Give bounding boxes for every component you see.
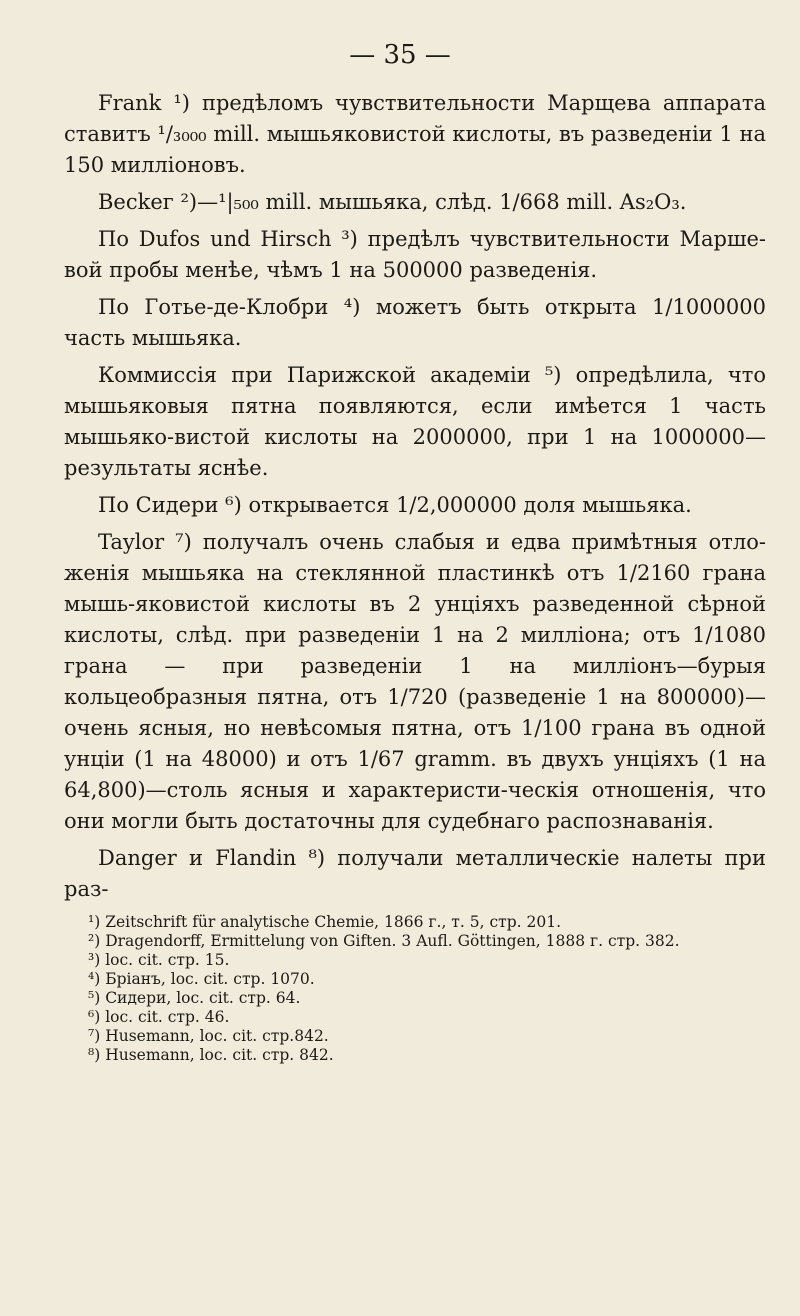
footnote-4: ⁴) Бріанъ, loc. cit. стр. 1070. [88, 970, 315, 988]
footnote-1: ¹) Zeitschrift für analytische Chemie, 1866 г., т. 5, стр. 201. [88, 913, 561, 931]
page-number: — 35 — [349, 40, 451, 70]
footnotes [64, 913, 766, 1065]
footnote-3: ³) loc. cit. стр. 15. [88, 951, 230, 969]
footnote-2: ²) Dragendorff, Ermittelung von Giften. 3 Aufl. Göttingen, 1888 г. стр. 382. [88, 932, 680, 950]
paragraph-taylor: Taylor ⁷) получалъ очень слабыя и едва примѣтныя отло-женія мышьяка на стеклянной пластинкѣ отъ 1/2160 грана мышь-яковистой кислоты въ 2 унціяхъ разведенной сѣрной кислоты, слѣд. при разведеніи 1 на 2 милліона; отъ 1/1080 грана — при разведеніи 1 на милліонъ—бурыя кольцеобразныя пятна, отъ 1/720 (разведеніе 1 на 800000)—очень ясныя, но невѣсомыя пятна, отъ 1/100 грана въ одной унціи (1 на 48000) и отъ 1/67 gramm. въ двухъ унціяхъ (1 на 64,800)—столь ясныя и характеристи-ческія отношенія, что они могли быть достаточны для судебнаго распознаванія. [64, 530, 766, 833]
paragraph-danger-flandin: Danger и Flandin ⁸) получали металлическіе налеты при раз- [64, 846, 766, 901]
footnote-5: ⁵) Сидери, loc. cit. стр. 64. [88, 989, 301, 1007]
paragraph-becker: Веckег ²)—¹|₅₀₀ mill. мышьяка, слѣд. 1/668 mill. As₂O₃. [98, 190, 687, 214]
paragraph-sideri: По Сидери ⁶) открывается 1/2,000000 доля мышьяка. [98, 493, 692, 517]
paragraph-gautier: По Готье-де-Клобри ⁴) можетъ быть открыта 1/1000000 часть мышьяка. [64, 295, 766, 350]
paragraph-dufos-hirsch: По Dufos und Hirsch ³) предѣлъ чувствительности Марше-вой пробы менѣе, чѣмъ 1 на 500000 разведенія. [64, 227, 766, 282]
main-text [64, 88, 766, 1065]
paragraph-frank: Frank ¹) предѣломъ чувствительности Марщева аппарата ставитъ ¹/₃₀₀₀ mill. мышьяковистой кислоты, въ разведеніи 1 на 150 милліоновъ. [64, 91, 766, 177]
footnote-7: ⁷) Husemann, loc. cit. стр.842. [88, 1027, 329, 1045]
paragraph-commission: Коммиссія при Парижской академіи ⁵) опредѣлила, что мышьяковыя пятна появляются, если имѣется 1 часть мышьяко-вистой кислоты на 2000000, при 1 на 1000000—результаты яснѣе. [64, 363, 766, 480]
footnote-8: ⁸) Husemann, loc. cit. стр. 842. [88, 1046, 334, 1064]
footnote-6: ⁶) loc. cit. стр. 46. [88, 1008, 230, 1026]
